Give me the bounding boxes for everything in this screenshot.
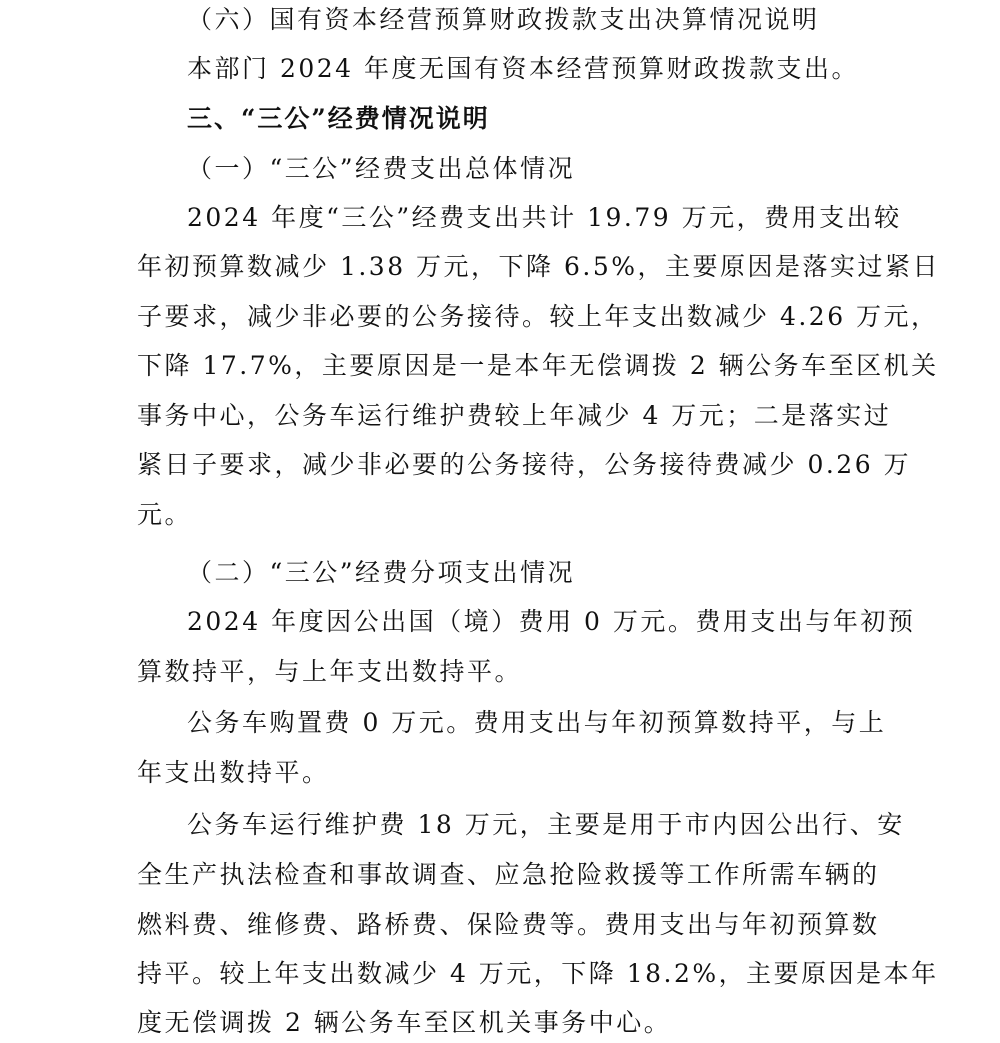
section-heading-6: （六）国有资本经营预算财政拨款支出决算情况说明 (187, 5, 820, 34)
paragraph-line: 事务中心，公务车运行维护费较上年减少 4 万元；二是落实过 (137, 401, 892, 430)
paragraph-line: 度无偿调拨 2 辆公务车至区机关事务中心。 (137, 1008, 672, 1037)
paragraph-line: 算数持平，与上年支出数持平。 (137, 657, 523, 686)
paragraph-line: 紧日子要求，减少非必要的公务接待，公务接待费减少 0.26 万 (137, 450, 912, 479)
subsection-heading-2: （二）“三公”经费分项支出情况 (187, 558, 576, 587)
paragraph-line: 燃料费、维修费、路桥费、保险费等。费用支出与年初预算数 (137, 910, 880, 939)
paragraph-line: 年支出数持平。 (137, 758, 330, 787)
paragraph-line: 年初预算数减少 1.38 万元，下降 6.5%，主要原因是落实过紧日 (137, 252, 941, 281)
paragraph-line: 持平。较上年支出数减少 4 万元，下降 18.2%，主要原因是本年 (137, 959, 939, 988)
section-heading-3: 三、“三公”经费情况说明 (187, 104, 490, 133)
paragraph-line: 公务车购置费 0 万元。费用支出与年初预算数持平，与上 (187, 708, 887, 737)
paragraph-line: 子要求，减少非必要的公务接待。较上年支出数减少 4.26 万元， (137, 302, 939, 331)
subsection-heading-1: （一）“三公”经费支出总体情况 (187, 154, 576, 183)
paragraph-line: 2024 年度“三公”经费支出共计 19.79 万元，费用支出较 (187, 203, 902, 232)
paragraph-line: 本部门 2024 年度无国有资本经营预算财政拨款支出。 (187, 54, 860, 83)
paragraph-line: 全生产执法检查和事故调查、应急抢险救援等工作所需车辆的 (137, 860, 880, 889)
paragraph-line: 元。 (137, 500, 193, 529)
paragraph-line: 下降 17.7%，主要原因是一是本年无偿调拨 2 辆公务车至区机关 (137, 351, 939, 380)
paragraph-line: 公务车运行维护费 18 万元，主要是用于市内因公出行、安 (187, 810, 905, 839)
paragraph-line: 2024 年度因公出国（境）费用 0 万元。费用支出与年初预 (187, 607, 916, 636)
